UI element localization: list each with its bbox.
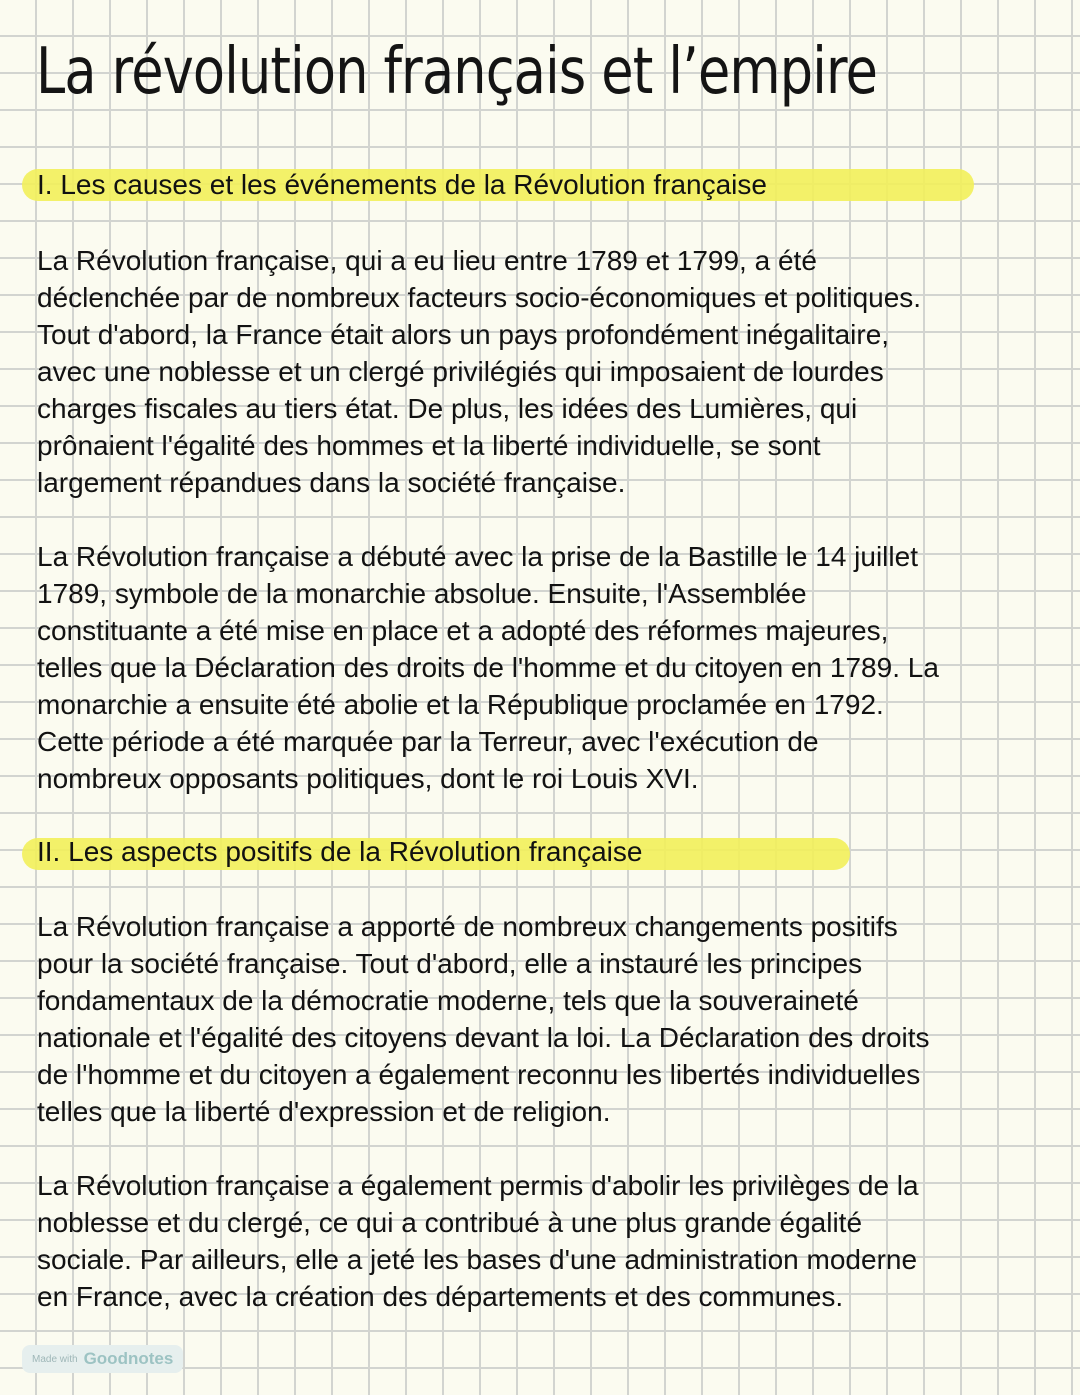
paragraph — [37, 1167, 1067, 1315]
text-line: Cette période a été marquée par la Terreur, avec l'exécution de — [37, 726, 819, 757]
text-line: pour la société française. Tout d'abord, elle a instauré les principes — [37, 948, 863, 979]
text-line: Tout d'abord, la France était alors un pays profondément inégalitaire, — [37, 319, 890, 350]
made-with-goodnotes-badge[interactable] — [22, 1345, 183, 1373]
text-line: sociale. Par ailleurs, elle a jeté les bases d'une administration moderne — [37, 1244, 918, 1275]
paragraph — [37, 538, 1067, 797]
text-line: largement répandues dans la société française. — [37, 467, 626, 498]
section-heading: II. Les aspects positifs de la Révolution française — [37, 836, 643, 867]
page-title: La révolution français et l’empire — [36, 35, 878, 109]
text-line: charges fiscales au tiers état. De plus, les idées des Lumières, qui — [37, 393, 858, 424]
goodnotes-logo: Goodnotes — [83, 1349, 174, 1368]
section-heading: I. Les causes et les événements de la Révolution française — [37, 169, 767, 200]
text-line: déclenchée par de nombreux facteurs socio-économiques et politiques. — [37, 282, 922, 313]
text-line: prônaient l'égalité des hommes et la liberté individuelle, se sont — [37, 430, 821, 461]
text-line: constituante a été mise en place et a adopté des réformes majeures, — [37, 615, 889, 646]
text-line: telles que la liberté d'expression et de religion. — [37, 1096, 611, 1127]
text-line: telles que la Déclaration des droits de l'homme et du citoyen en 1789. La — [37, 652, 939, 683]
badge-prefix: Made with — [32, 1353, 78, 1365]
text-line: La Révolution française a débuté avec la prise de la Bastille le 14 juillet — [37, 541, 918, 572]
text-line: de l'homme et du citoyen a également reconnu les libertés individuelles — [37, 1059, 921, 1090]
text-line: monarchie a ensuite été abolie et la République proclamée en 1792. — [37, 689, 884, 720]
text-line: fondamentaux de la démocratie moderne, tels que la souveraineté — [37, 985, 859, 1016]
text-line: en France, avec la création des départements et des communes. — [37, 1281, 844, 1312]
text-line: nationale et l'égalité des citoyens devant la loi. La Déclaration des droits — [37, 1022, 930, 1053]
text-line: nombreux opposants politiques, dont le roi Louis XVI. — [37, 763, 699, 794]
text-line: La Révolution française a apporté de nombreux changements positifs — [37, 911, 898, 942]
text-line: noblesse et du clergé, ce qui a contribué à une plus grande égalité — [37, 1207, 863, 1238]
text-line: 1789, symbole de la monarchie absolue. Ensuite, l'Assemblée — [37, 578, 807, 609]
paragraph — [37, 908, 1067, 1130]
text-line: La Révolution française a également permis d'abolir les privilèges de la — [37, 1170, 919, 1201]
text-line: La Révolution française, qui a eu lieu entre 1789 et 1799, a été — [37, 245, 817, 276]
paragraph — [37, 242, 1067, 501]
text-line: avec une noblesse et un clergé privilégiés qui imposaient de lourdes — [37, 356, 884, 387]
